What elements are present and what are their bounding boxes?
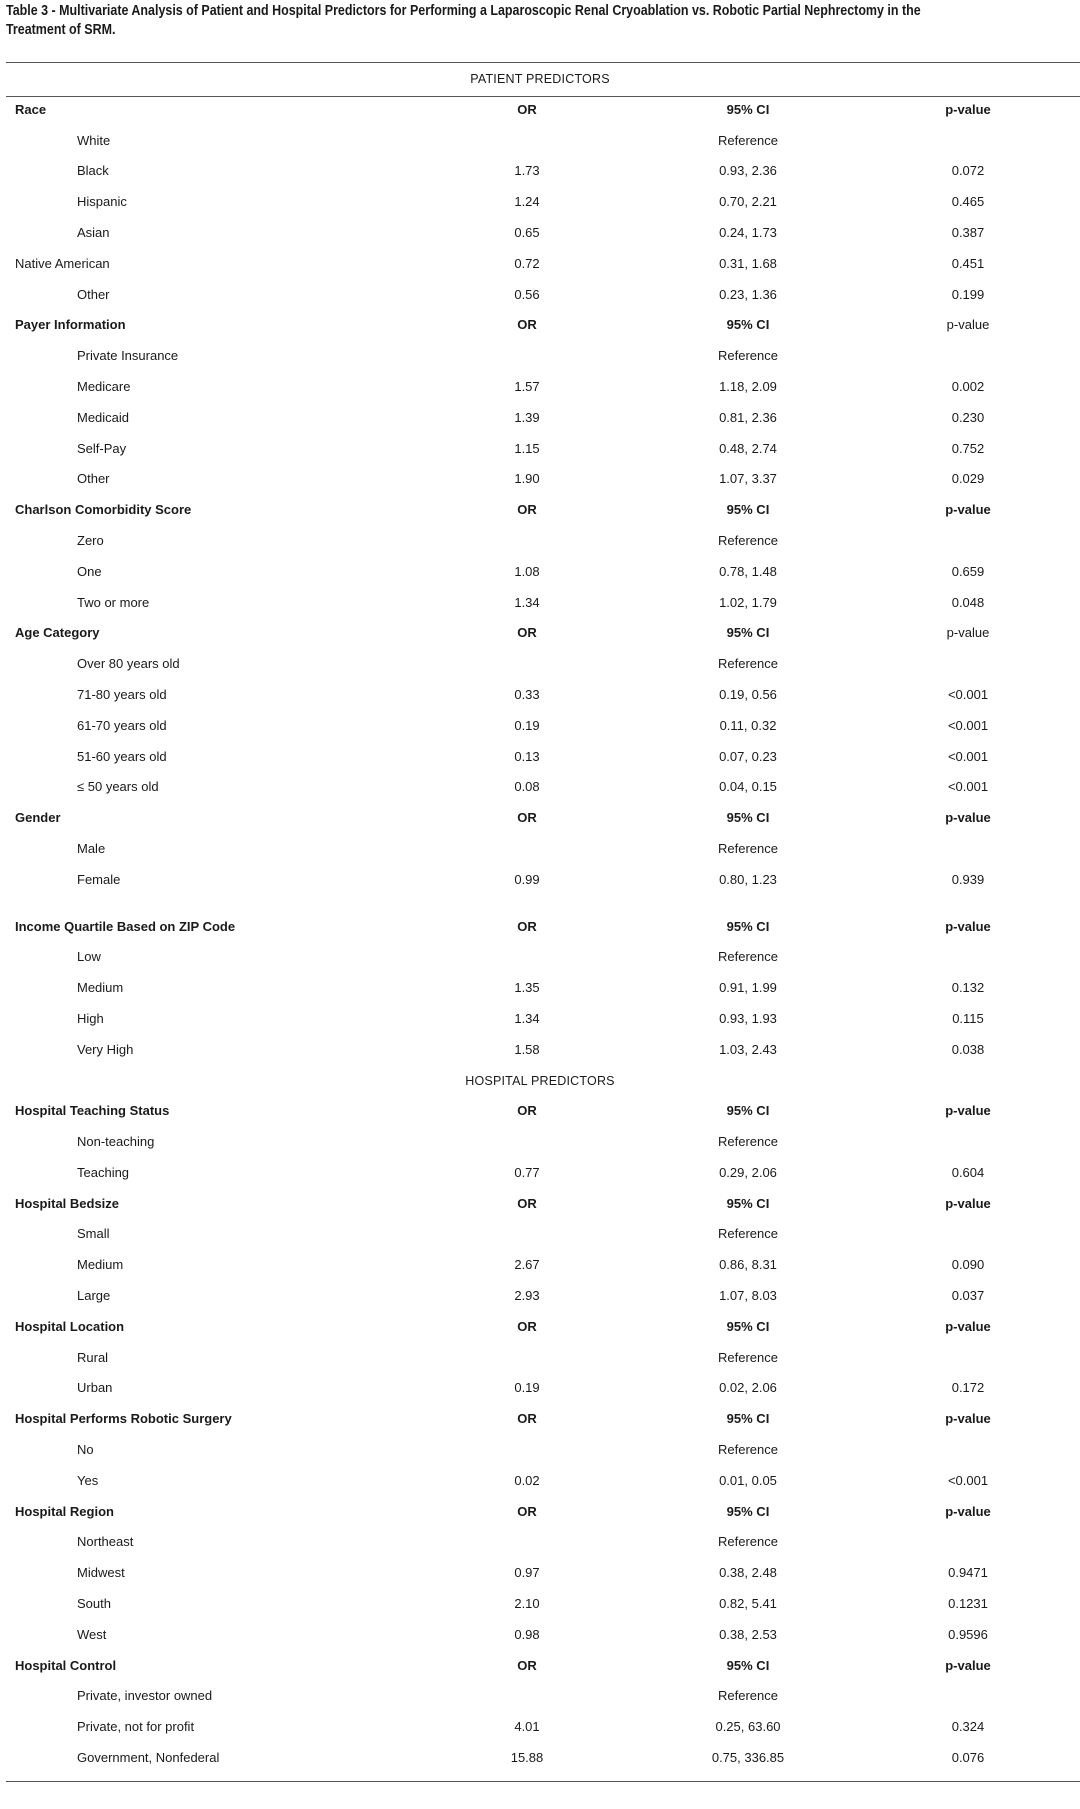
or-cell <box>472 126 582 157</box>
ci-cell: Reference <box>718 132 778 148</box>
or-cell: OR <box>517 1195 537 1211</box>
table-row <box>0 156 1080 187</box>
group-header-row <box>0 912 1080 943</box>
p-value-cell: p-value <box>945 1657 991 1673</box>
or-cell <box>472 649 582 680</box>
table-row <box>0 834 1080 865</box>
p-value-cell: 0.090 <box>951 1257 985 1273</box>
table-row <box>0 403 1080 434</box>
ci-cell: 0.82, 5.41 <box>719 1596 777 1612</box>
p-value-cell: <0.001 <box>947 1472 989 1488</box>
p-value-cell: <0.001 <box>947 779 989 795</box>
section-title: HOSPITAL PREDICTORS <box>465 1073 615 1088</box>
row-label: Two or more <box>77 594 150 610</box>
group-title: Charlson Comorbidity Score <box>15 502 192 518</box>
ci-cell: 95% CI <box>726 1103 770 1119</box>
table-caption <box>6 2 930 42</box>
table-row <box>0 1620 1080 1651</box>
or-cell: 2.67 <box>514 1257 540 1273</box>
row-label: Rural <box>77 1349 109 1365</box>
ci-cell: 95% CI <box>726 1318 770 1334</box>
ci-cell: Reference <box>718 1134 778 1150</box>
p-value-cell <box>913 942 1023 973</box>
or-cell <box>472 1343 582 1374</box>
group-header-row <box>0 495 1080 526</box>
table-row <box>0 1681 1080 1712</box>
table-top-rule <box>6 62 1080 63</box>
table-row <box>0 341 1080 372</box>
p-value-cell <box>913 1681 1023 1712</box>
p-value-cell: p-value <box>946 317 990 333</box>
ci-cell: 95% CI <box>726 1503 770 1519</box>
or-cell: 1.24 <box>514 194 540 210</box>
caption-line-1: Table 3 - Multivariate Analysis of Patient and Hospital Predictors for Performing a Laparoscopic Renal Cryoablation vs. Robotic Partial Nephrectomy in the <box>6 3 921 19</box>
ci-cell: 0.23, 1.36 <box>719 286 777 302</box>
table-row <box>0 526 1080 557</box>
p-value-cell: 0.002 <box>951 378 985 394</box>
row-label: Northeast <box>77 1534 134 1550</box>
or-cell: 1.58 <box>514 1041 540 1057</box>
row-label: Other <box>77 286 110 302</box>
row-label: West <box>77 1626 107 1642</box>
p-value-cell <box>913 341 1023 372</box>
p-value-cell: 0.132 <box>951 980 985 996</box>
ci-cell: Reference <box>718 1688 778 1704</box>
ci-cell: 0.81, 2.36 <box>719 409 777 425</box>
group-title: Hospital Bedsize <box>15 1195 120 1211</box>
ci-cell: 95% CI <box>726 1657 770 1673</box>
table-row <box>0 1158 1080 1189</box>
table-row <box>0 1035 1080 1066</box>
group-header-row <box>0 1404 1080 1435</box>
table-row <box>0 1373 1080 1404</box>
row-label: Self-Pay <box>77 440 127 456</box>
or-cell: OR <box>517 502 537 518</box>
group-title: Gender <box>15 810 61 826</box>
table-row <box>0 1281 1080 1312</box>
row-label: Midwest <box>77 1565 125 1581</box>
or-cell <box>472 834 582 865</box>
p-value-cell: <0.001 <box>947 686 989 702</box>
ci-cell: 0.93, 2.36 <box>719 163 777 179</box>
ci-cell: 0.25, 63.60 <box>715 1719 781 1735</box>
ci-cell: 0.48, 2.74 <box>719 440 777 456</box>
results-table <box>0 64 1080 1774</box>
table-row <box>0 280 1080 311</box>
row-label: Low <box>77 949 101 965</box>
group-header-row <box>0 1651 1080 1682</box>
p-value-cell: 0.659 <box>951 563 985 579</box>
table-row <box>0 1127 1080 1158</box>
row-label: Black <box>77 163 109 179</box>
p-value-cell: 0.037 <box>951 1288 985 1304</box>
ci-cell: 95% CI <box>726 502 770 518</box>
or-cell: 2.93 <box>514 1288 540 1304</box>
table-row <box>0 249 1080 280</box>
or-cell: 0.13 <box>514 748 540 764</box>
ci-cell: 0.24, 1.73 <box>719 224 777 240</box>
group-header-row <box>0 1312 1080 1343</box>
table-row <box>0 126 1080 157</box>
or-cell: 0.72 <box>514 255 540 271</box>
or-cell: 0.77 <box>514 1164 540 1180</box>
table-row <box>0 1743 1080 1774</box>
row-label: Medium <box>77 1257 124 1273</box>
table-row <box>0 434 1080 465</box>
group-title: Race <box>15 101 47 117</box>
ci-cell: 95% CI <box>726 101 770 117</box>
or-cell <box>472 526 582 557</box>
ci-cell: Reference <box>718 1226 778 1242</box>
row-label: Medicaid <box>77 409 130 425</box>
table-row <box>0 1589 1080 1620</box>
ci-cell: Reference <box>718 949 778 965</box>
p-value-cell: 0.076 <box>951 1750 985 1766</box>
or-cell: OR <box>517 1103 537 1119</box>
table-row <box>0 942 1080 973</box>
p-value-cell <box>913 834 1023 865</box>
ci-cell: 95% CI <box>726 1411 770 1427</box>
p-value-cell <box>913 526 1023 557</box>
ci-cell: Reference <box>718 348 778 364</box>
or-cell: 1.39 <box>514 409 540 425</box>
p-value-cell: p-value <box>945 1318 991 1334</box>
row-label: Very High <box>77 1041 134 1057</box>
ci-cell: 0.91, 1.99 <box>719 980 777 996</box>
p-value-cell: 0.451 <box>951 255 985 271</box>
ci-cell: 1.03, 2.43 <box>719 1041 777 1057</box>
table-row <box>0 1558 1080 1589</box>
table-row <box>0 1435 1080 1466</box>
ci-cell: 95% CI <box>726 625 770 641</box>
or-cell: 1.08 <box>514 563 540 579</box>
group-header-row <box>0 803 1080 834</box>
or-cell <box>472 1681 582 1712</box>
ci-cell: 0.80, 1.23 <box>719 871 777 887</box>
table-bottom-rule <box>6 1781 1080 1782</box>
or-cell: 1.15 <box>514 440 540 456</box>
row-label: Medicare <box>77 378 131 394</box>
p-value-cell: 0.604 <box>951 1164 985 1180</box>
row-label: Private, not for profit <box>77 1719 195 1735</box>
ci-cell: 0.29, 2.06 <box>719 1164 777 1180</box>
or-cell: 0.08 <box>514 779 540 795</box>
or-cell: OR <box>517 1411 537 1427</box>
table-row <box>0 973 1080 1004</box>
table-row <box>0 680 1080 711</box>
ci-cell: 0.04, 0.15 <box>719 779 777 795</box>
or-cell <box>472 1127 582 1158</box>
group-title: Income Quartile Based on ZIP Code <box>15 918 236 934</box>
ci-cell: 95% CI <box>726 1195 770 1211</box>
table-row <box>0 218 1080 249</box>
or-cell: 0.98 <box>514 1626 540 1642</box>
ci-cell: 0.93, 1.93 <box>719 1010 777 1026</box>
ci-cell: 0.02, 2.06 <box>719 1380 777 1396</box>
group-header-row <box>0 95 1080 126</box>
p-value-cell: 0.387 <box>951 224 985 240</box>
ci-cell: Reference <box>718 656 778 672</box>
p-value-cell <box>913 126 1023 157</box>
ci-cell: 0.19, 0.56 <box>719 686 777 702</box>
or-cell: OR <box>517 1503 537 1519</box>
p-value-cell: 0.1231 <box>948 1596 988 1612</box>
row-label: Non-teaching <box>77 1134 155 1150</box>
p-value-cell: p-value <box>945 502 991 518</box>
group-header-row <box>0 1096 1080 1127</box>
row-label: 71-80 years old <box>77 686 167 702</box>
table-row <box>0 464 1080 495</box>
p-value-cell: 0.038 <box>951 1041 985 1057</box>
p-value-cell <box>913 1435 1023 1466</box>
or-cell: 1.34 <box>514 1010 540 1026</box>
p-value-cell: 0.048 <box>951 594 985 610</box>
p-value-cell: 0.115 <box>952 1010 984 1026</box>
row-label: Female <box>77 871 121 887</box>
ci-cell: 0.11, 0.32 <box>719 717 777 733</box>
or-cell: 0.56 <box>514 286 540 302</box>
or-cell: 1.34 <box>514 594 540 610</box>
row-label: Teaching <box>77 1164 130 1180</box>
table-row <box>0 557 1080 588</box>
p-value-cell: 0.939 <box>951 871 985 887</box>
table-row <box>0 1004 1080 1035</box>
table-row <box>0 772 1080 803</box>
row-label: High <box>77 1010 104 1026</box>
or-cell: 2.10 <box>514 1596 540 1612</box>
row-label: Yes <box>77 1472 99 1488</box>
or-cell: 0.99 <box>514 871 540 887</box>
ci-cell: Reference <box>718 1534 778 1550</box>
p-value-cell: p-value <box>945 918 991 934</box>
p-value-cell: 0.752 <box>951 440 985 456</box>
group-title: Hospital Location <box>15 1318 125 1334</box>
row-label: Over 80 years old <box>77 656 180 672</box>
row-label: South <box>77 1596 111 1612</box>
or-cell: 1.57 <box>514 378 540 394</box>
p-value-cell: 0.465 <box>951 194 985 210</box>
group-header-row <box>0 1189 1080 1220</box>
or-cell <box>472 341 582 372</box>
group-header-row <box>0 1497 1080 1528</box>
or-cell: 1.35 <box>514 980 540 996</box>
or-cell <box>472 1435 582 1466</box>
or-cell: 0.97 <box>514 1565 540 1581</box>
group-title: Age Category <box>15 625 100 641</box>
table-row <box>0 1343 1080 1374</box>
or-cell: 0.19 <box>514 1380 540 1396</box>
ci-cell: 1.18, 2.09 <box>719 378 777 394</box>
ci-cell: 0.07, 0.23 <box>719 748 777 764</box>
group-header-row <box>0 618 1080 649</box>
ci-cell: Reference <box>718 532 778 548</box>
row-label: Asian <box>77 224 110 240</box>
row-label: Male <box>77 840 106 856</box>
section-title: PATIENT PREDICTORS <box>470 72 610 86</box>
row-label: Native American <box>15 255 110 271</box>
p-value-cell <box>913 1343 1023 1374</box>
row-label: Other <box>77 471 110 487</box>
group-header-row <box>0 310 1080 341</box>
table-row <box>0 711 1080 742</box>
caption-line-2: Treatment of SRM. <box>6 22 116 38</box>
or-cell: OR <box>517 1657 537 1673</box>
p-value-cell: p-value <box>945 1103 991 1119</box>
group-title: Payer Information <box>15 317 126 333</box>
row-label: 51-60 years old <box>77 748 167 764</box>
ci-cell: 1.07, 3.37 <box>719 471 777 487</box>
row-label: Large <box>77 1288 111 1304</box>
or-cell: 15.88 <box>510 1750 544 1766</box>
row-label: No <box>77 1442 94 1458</box>
p-value-cell: 0.029 <box>951 471 985 487</box>
table-row <box>0 1250 1080 1281</box>
row-label: Zero <box>77 532 104 548</box>
p-value-cell: 0.172 <box>951 1380 985 1396</box>
p-value-cell: <0.001 <box>947 717 989 733</box>
table-row <box>0 1219 1080 1250</box>
ci-cell: 0.31, 1.68 <box>719 255 777 271</box>
ci-cell: 0.78, 1.48 <box>719 563 777 579</box>
or-cell: 0.19 <box>514 717 540 733</box>
ci-cell: 95% CI <box>726 918 770 934</box>
table-row <box>0 1712 1080 1743</box>
or-cell: OR <box>517 101 537 117</box>
table-row <box>0 1466 1080 1497</box>
table-row <box>0 865 1080 896</box>
ci-cell: 0.75, 336.85 <box>711 1750 785 1766</box>
p-value-cell <box>913 1527 1023 1558</box>
p-value-cell: p-value <box>945 101 991 117</box>
p-value-cell: p-value <box>945 1195 991 1211</box>
ci-cell: 0.70, 2.21 <box>719 194 777 210</box>
p-value-cell: 0.230 <box>951 409 985 425</box>
row-label: White <box>77 132 111 148</box>
or-cell: OR <box>517 317 537 333</box>
row-label: Private Insurance <box>77 348 179 364</box>
ci-cell: Reference <box>718 840 778 856</box>
row-label: Medium <box>77 980 124 996</box>
p-value-cell: p-value <box>946 625 990 641</box>
row-label: Government, Nonfederal <box>77 1750 220 1766</box>
row-label: 61-70 years old <box>77 717 167 733</box>
or-cell: 4.01 <box>514 1719 540 1735</box>
group-title: Hospital Performs Robotic Surgery <box>15 1411 232 1427</box>
ci-cell: 95% CI <box>726 317 770 333</box>
group-title: Hospital Region <box>15 1503 114 1519</box>
ci-cell: Reference <box>718 1349 778 1365</box>
group-title: Hospital Control <box>15 1657 117 1673</box>
p-value-cell: p-value <box>945 1503 991 1519</box>
row-label: ≤ 50 years old <box>77 779 159 795</box>
p-value-cell <box>913 1219 1023 1250</box>
or-cell: OR <box>517 918 537 934</box>
or-cell: 0.65 <box>514 224 540 240</box>
ci-cell: 0.38, 2.53 <box>719 1626 777 1642</box>
p-value-cell: 0.324 <box>951 1719 985 1735</box>
p-value-cell: p-value <box>945 810 991 826</box>
table-row <box>0 187 1080 218</box>
table-row <box>0 742 1080 773</box>
p-value-cell: 0.199 <box>951 286 985 302</box>
p-value-cell: <0.001 <box>947 748 989 764</box>
table-row <box>0 649 1080 680</box>
group-title: Hospital Teaching Status <box>15 1103 170 1119</box>
or-cell <box>472 942 582 973</box>
ci-cell: Reference <box>718 1442 778 1458</box>
p-value-cell: 0.9471 <box>948 1565 988 1581</box>
row-label: Hispanic <box>77 194 127 210</box>
row-label: Private, investor owned <box>77 1688 213 1704</box>
row-label: Urban <box>77 1380 113 1396</box>
ci-cell: 1.02, 1.79 <box>719 594 777 610</box>
ci-cell: 0.86, 8.31 <box>719 1257 777 1273</box>
section-heading-row <box>0 1066 1080 1097</box>
ci-cell: 0.38, 2.48 <box>719 1565 777 1581</box>
p-value-cell: 0.9596 <box>948 1626 988 1642</box>
ci-cell: 1.07, 8.03 <box>719 1288 777 1304</box>
p-value-cell: 0.072 <box>951 163 985 179</box>
or-cell: 0.33 <box>514 686 540 702</box>
or-cell: OR <box>517 1318 537 1334</box>
or-cell: OR <box>517 625 537 641</box>
p-value-cell: p-value <box>945 1411 991 1427</box>
p-value-cell <box>913 649 1023 680</box>
ci-cell: 95% CI <box>726 810 770 826</box>
or-cell <box>472 1527 582 1558</box>
p-value-cell <box>913 1127 1023 1158</box>
or-cell: 1.90 <box>514 471 540 487</box>
or-cell: 1.73 <box>514 163 540 179</box>
or-cell: 0.02 <box>514 1472 540 1488</box>
table-row <box>0 1527 1080 1558</box>
table-row <box>0 372 1080 403</box>
or-cell <box>472 1219 582 1250</box>
row-label: One <box>77 563 102 579</box>
or-cell: OR <box>517 810 537 826</box>
section-heading-row <box>0 64 1080 95</box>
ci-cell: 0.01, 0.05 <box>719 1472 777 1488</box>
row-label: Small <box>77 1226 110 1242</box>
table-row <box>0 588 1080 619</box>
